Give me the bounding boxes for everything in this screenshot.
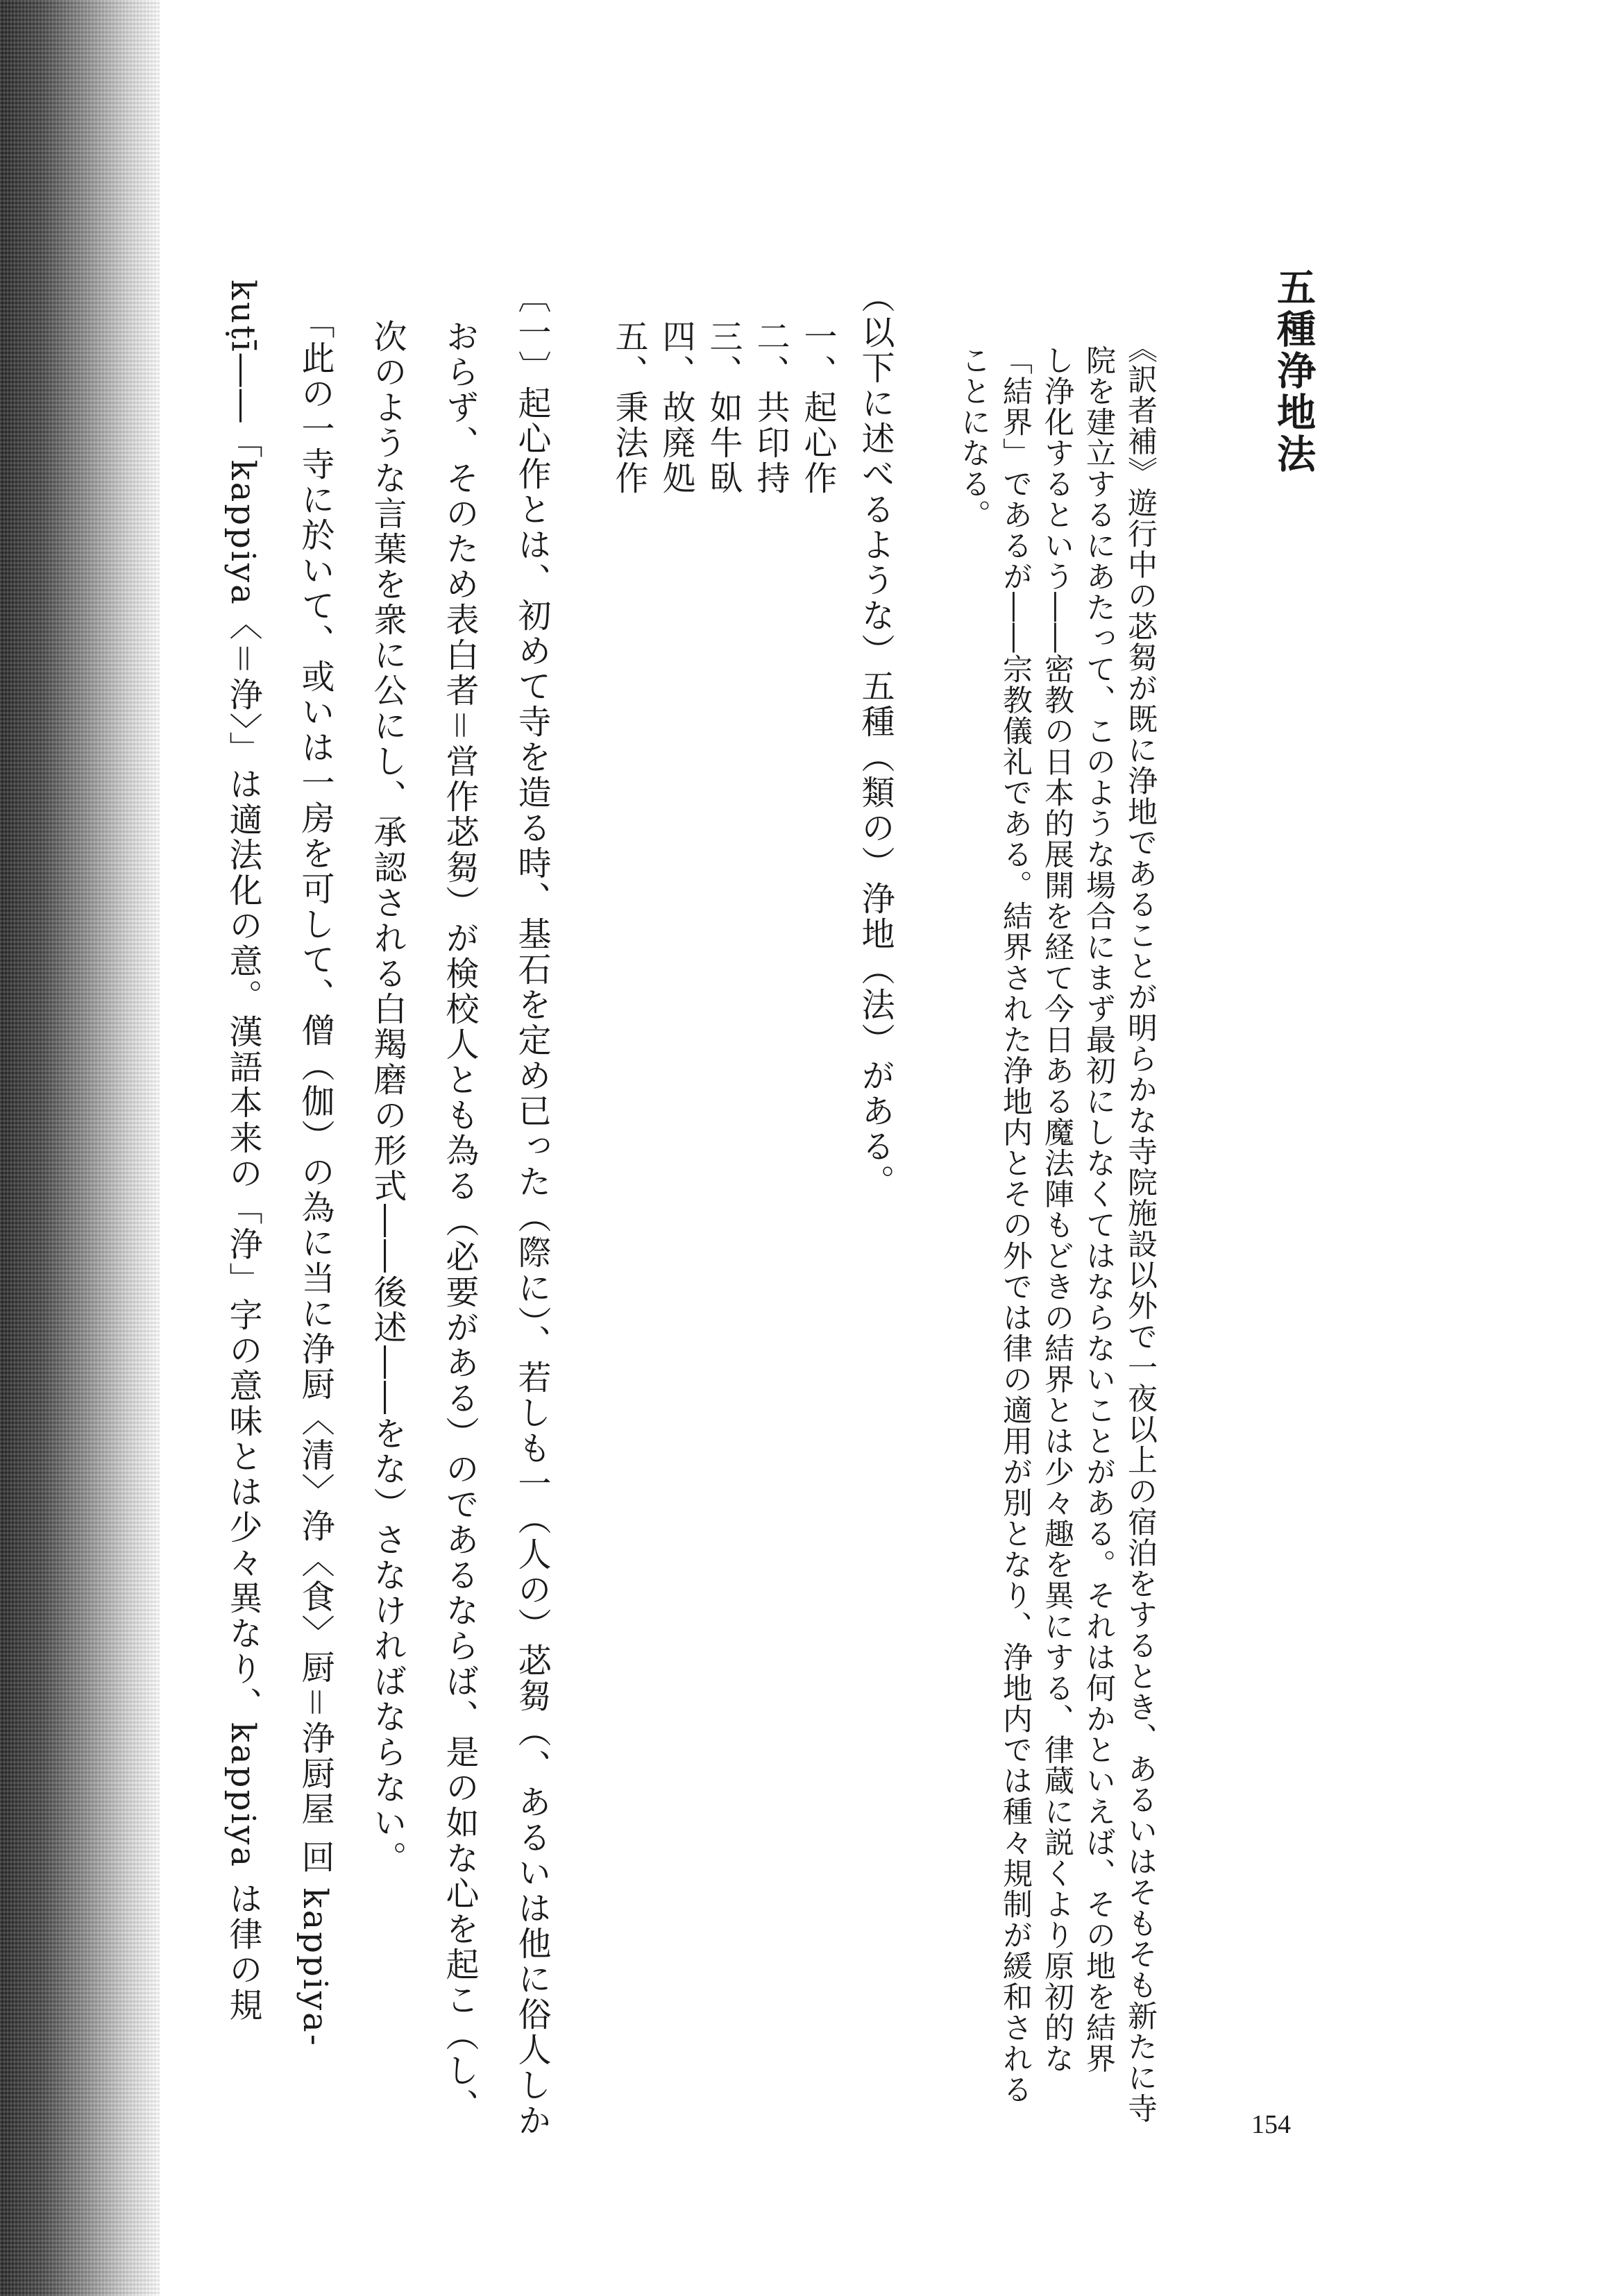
list-item: 三、如牛臥 (704, 319, 743, 496)
list-item: 二、共印持 (751, 319, 790, 496)
body-line: 次のような言葉を衆に公にし、承認される白羯磨の形式――後述――をな）さなければならない。 (368, 319, 407, 1876)
body-line: おらず、そのため表白者＝営作苾芻）が検校人とも為る（必要がある）のであるならば、是の如な心を起こ（し、 (440, 319, 479, 2124)
section-heading: 五種浄地法 (1271, 267, 1317, 475)
intro-line: （以下に述べるような）五種（類の）浄地（法）がある。 (856, 280, 895, 1200)
list-item: 四、故廃処 (657, 319, 695, 496)
body-line: 〔一〕起心作とは、初めて寺を造る時、基石を定め已った（際に）、若しも一（人の）苾芻（、あるいは他に俗人しか (512, 280, 551, 2138)
translator-note-line: ことになる。 (956, 345, 991, 530)
body-line: 「此の一寺に於いて、或いは一房を可して、僧（伽）の為に当に浄厨〈清〉浄〈食〉厨＝浄厨屋 回 kappiya- (296, 305, 335, 2048)
scan-shadow-noise (0, 0, 160, 2296)
body-line: kuṭī――「kappiya〈＝浄〉」は適法化の意。漢語本来の「浄」字の意味とは少々異なり、kappiya は律の規 (223, 280, 262, 2023)
translator-note-line: 「結界」であるが――宗教儀礼である。結界された浄地内とその外では律の適用が別となり、浄地内では種々規制が緩和される (998, 345, 1033, 2105)
page-number: 154 (1251, 2110, 1291, 2139)
list-item: 一、起心作 (798, 319, 837, 496)
translator-note-line: 院を建立するにあたって、このような場合にまず最初にしなくてはならないことがある。それは何かといえば、その地を結界 (1081, 345, 1116, 2074)
translator-note-line: 《訳者補》遊行中の苾芻が既に浄地であることが明らかな寺院施設以外で一夜以上の宿泊をするとき、あるいはそもそも新たに寺 (1123, 333, 1158, 2124)
list-item: 五、秉法作 (609, 319, 648, 496)
translator-note-line: し浄化するという――密教の日本的展開を経て今日ある魔法陣もどきの結界とは少々趣を異にする、律蔵に説くより原初的な (1040, 345, 1074, 2074)
